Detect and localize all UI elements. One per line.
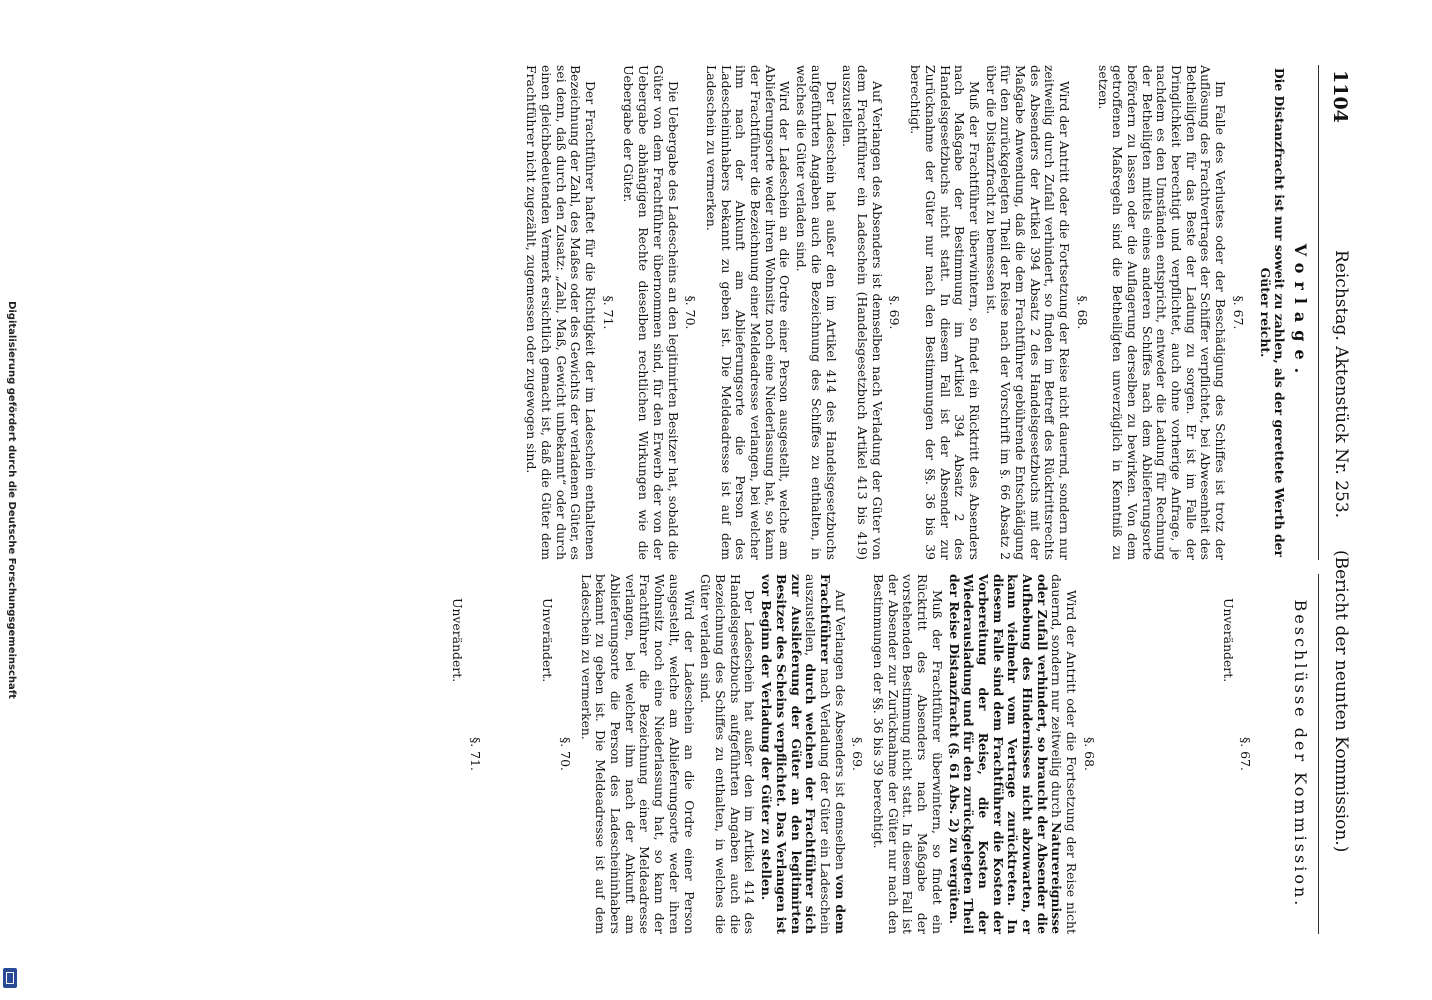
section-69-text-3: Wird der Ladeschein an die Ordre einer Person ausgestellt, welche am Ablieferungsorte weder ihren Wohnsitz noch eine Niederlassung hat, so kann der Frachtführer die Bezeichnung einer Meldeadresse verlangen, bei welcher ihm nach der Ankunft am Ablieferungsorte die Person des Ladescheininhabers bekannt zu geben ist. Die Meldeadresse ist auf dem Ladeschein zu vermerken. — [578, 574, 697, 934]
digitization-sidebar — [0, 0, 22, 1000]
section-69-text-3: Wird der Ladeschein an die Ordre einer Person ausgestellt, welche am Ablieferungsorte weder ihren Wohnsitz noch eine Niederlassung hat, so kann der Frachtführer die Bezeichnung einer Meldeadresse verlangen, bei welcher ihm nach der Ankunft am Ablieferungsorte die Person des Ladescheininhabers bekannt zu geben ist. Die Meldeadresse ist auf dem Ladeschein zu vermerken. — [703, 65, 793, 560]
page-number: 1104 — [1329, 70, 1351, 123]
column-title-beschluesse: Beschlüsse der Kommission. — [1291, 599, 1310, 909]
header-subtitle: (Bericht der neunten Kommission.) — [1331, 550, 1351, 853]
section-67-text: Im Falle des Verlustes oder der Beschädigung des Schiffes ist trotz der Auflösung des Frachtvertrages der Schiffer verpflichtet, bei Abwesenheit des Betheiligten für das Beste der Ladung zu sorgen. Er ist im Falle der Dringlichkeit berechtigt und verpflichtet, auch ohne vorherige Anfrage, je nachdem es den Umständen entspricht, entweder die Ladung für Rechnung der Betheiligten mittels eines anderen Schiffes nach dem Ablieferungsorte befördern zu lassen oder die Auflagerung derselben zu bewirken. Von dem getroffenen Maßregeln sind die Betheiligten unverzüglich in Kenntniß zu setzen. — [1095, 65, 1229, 560]
section-70-text: Die Uebergabe des Ladescheins an den legitimirten Besitzer hat, sobald die Güter von dem Frachtführer übernommen sind, für den Erwerb der von der Uebergabe abhängigen Rechte dieselben rechtlichen Wirkungen wie die Uebergabe der Güter. — [621, 65, 681, 560]
section-heading-71: §. 71. — [467, 737, 483, 771]
section-69-amendment-1: von dem Frachtführer — [817, 574, 848, 934]
column-title-vorlage: Vorlage. — [1291, 243, 1310, 382]
section-71-text: Der Frachtführer haftet für die Richtigkeit der im Ladeschein enthaltenen Bezeichnung der Zahl, des Maßes oder des Gewichts der verladenen Güter, es sei denn, daß durch den Zusatz: „Zahl, Maß, Gewicht unbekannt“ oder durch einen gleichbedeutenden Vermerk ersichtlich gemacht ist, daß die Güter dem Frachtführer nicht zugezählt, zugemessen oder zugewogen sind. — [524, 65, 599, 560]
section-heading-67: §. 67. — [1238, 737, 1254, 771]
section-68-text-2: Muß der Frachtführer überwintern, so findet ein Rücktritt des Absenders nach Maßgabe der vorstehenden Bestimmung nicht statt. In diesem Fall ist der Absender zur Zurücknahme der Güter nur nach den Bestimmungen der §§. 36 bis 39 berechtigt. — [871, 574, 945, 934]
header-rule-left — [1318, 65, 1319, 560]
intro-paragraph: Die Distanzfracht ist nur soweit zu zahlen, als der gerettete Werth der Güter reicht. — [1257, 67, 1288, 558]
column-vorlage — [522, 65, 1311, 560]
section-heading-70: §. 70. — [557, 737, 573, 771]
document-page — [81, 30, 1371, 980]
section-heading-69: §. 69. — [887, 295, 903, 330]
section-67-unchanged: Unverändert. — [1220, 598, 1236, 683]
section-69-amendment-2: durch welchen der Frachtführer sich zur Auslieferung der Güter an den legitimirten Besitzer des Scheins verpflichtet. Das Verlangen ist vor Beginn der Verladung der Güter zu stellen. — [759, 574, 819, 934]
section-heading-68: §. 68. — [1074, 295, 1090, 330]
section-69-text-2: Der Ladeschein hat außer den im Artikel 414 des Handelsgesetzbuchs aufgeführten Angaben auch die Bezeichnung des Schiffes zu enthalten, in welches die Güter verladen sind. — [794, 65, 839, 560]
section-68-amendment: Naturereignisse oder Zufall verhindert, so braucht der Absender die Aufhebung des Hindernisses nicht abzuwarten, er kann vielmehr vom Vertrage zurücktreten. In diesem Falle sind dem Frachtführer die Kosten der Vorbereitung der Reise, die Kosten der Wiederausladung und für den zurückgelegten Theil der Reise Distanzfracht (§. 61 Abs. 2) zu vergüten. — [946, 574, 1065, 934]
section-70-unchanged: Unverändert. — [540, 598, 556, 683]
section-heading-68: §. 68. — [1081, 737, 1097, 771]
section-69-text-1 — [758, 574, 846, 934]
section-68-text-2: Muß der Frachtführer überwintern, so findet ein Rücktritt des Absenders nach Maßgabe der Bestimmung im Artikel 394 Absatz 2 des Handelsgesetzbuchs nicht statt. In diesem Fall ist der Absender zur Zurücknahme der Güter nur nach den Bestimmungen der §§. 36 bis 39 berechtigt. — [908, 65, 982, 560]
page-header — [1325, 30, 1351, 980]
section-69-text-1: Auf Verlangen des Absenders ist demselben nach Verladung der Güter von dem Frachtführer ein Ladeschein (Handelsgesetzbuch Artikel 413 bis 419) auszustellen. — [840, 65, 885, 560]
section-68-text-1a: Wird der Antritt oder die Fortsetzung der Reise nicht dauernd, sondern nur zeitweilig durch — [1049, 574, 1080, 934]
section-heading-70: §. 70. — [683, 295, 699, 330]
section-heading-71: §. 71. — [600, 295, 616, 330]
header-rule-right — [1318, 574, 1319, 934]
header-title: Reichstag. Aktenstück Nr. 253. — [1331, 250, 1351, 519]
column-beschluesse — [449, 574, 1311, 934]
section-69-text-1c: nach Verladung der Güter ein Ladeschein auszustellen, — [803, 574, 833, 934]
digitization-credit: Digitalisierung gefördert durch die Deutsche Forschungsgemeinschaft — [6, 301, 17, 699]
section-69-text-2: Der Ladeschein hat außer den im Artikel 414 des Handelsgesetzbuchs aufgeführten Angaben auch die Bezeichnung des Schiffes zu enthalten, in welches die Güter verladen sind. — [698, 574, 758, 934]
section-68-text-1: Wird der Antritt oder die Fortsetzung der Reise nicht dauernd, sondern nur zeitweilig durch Zufall verhindert, so finden im Betreff des Rücktrittsrechts des Absenders der Artikel 394 Absatz 2 des Handelsgesetzbuchs mit der Maßgabe Anwendung, daß die dem Frachtführer gebührende Entschädigung für den zurückgelegten Theil der Reise nach der Vorschrift im §. 66 Absatz 2 über die Distanzfracht zu bemessen ist. — [983, 65, 1073, 560]
dfg-logo-icon — [3, 968, 17, 988]
section-71-unchanged: Unverändert. — [449, 598, 465, 683]
section-heading-67: §. 67. — [1230, 295, 1246, 330]
section-68-text-1 — [946, 574, 1078, 934]
section-heading-69: §. 69. — [850, 737, 866, 771]
section-69-text-1a: Auf Verlangen des Absenders ist demselben — [832, 590, 848, 875]
scanned-sheet — [22, 0, 1432, 1000]
